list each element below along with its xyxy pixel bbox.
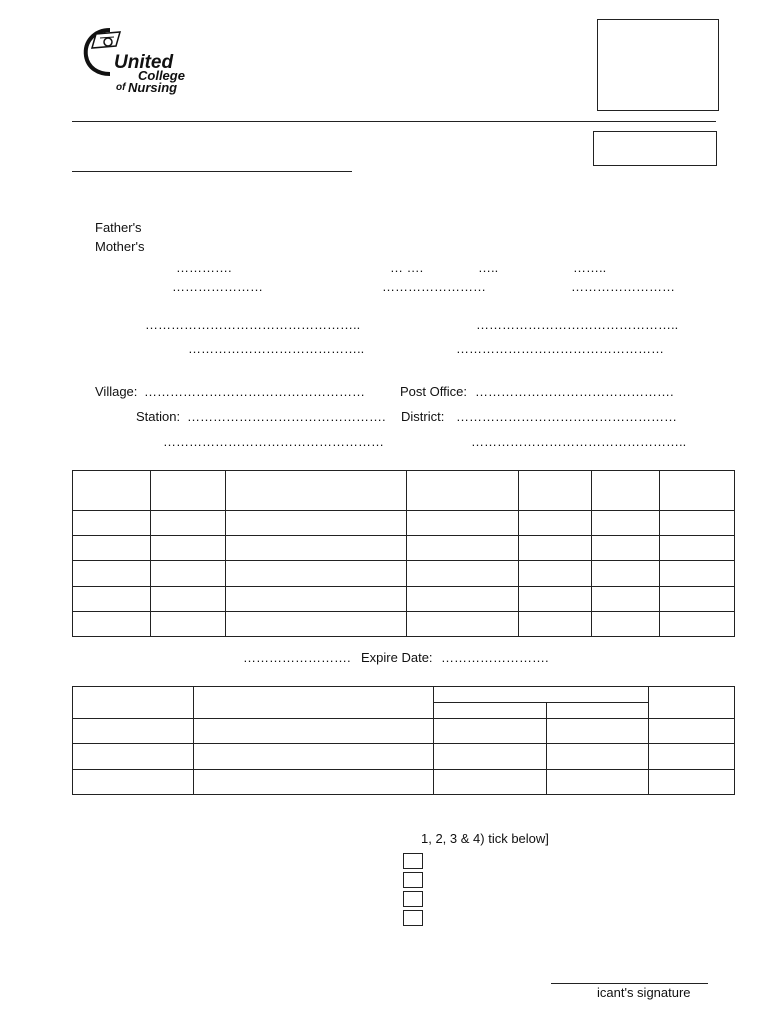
table-row (73, 770, 735, 795)
table-cell[interactable] (519, 587, 592, 612)
post-office-label: Post Office: (400, 384, 467, 399)
table-row (73, 536, 735, 561)
table-cell[interactable] (151, 536, 226, 561)
fathers-name-label: Father's (95, 220, 142, 235)
table-cell[interactable] (660, 561, 735, 587)
table-cell[interactable] (592, 561, 660, 587)
table-header-row (73, 471, 735, 511)
option-checkbox[interactable] (403, 910, 423, 926)
field-dots[interactable]: …………………… (382, 279, 486, 294)
district-field[interactable]: …………………………………………… (456, 409, 677, 424)
table-cell[interactable] (407, 511, 519, 536)
table-cell[interactable] (73, 561, 151, 587)
table-cell[interactable] (226, 471, 407, 511)
table-cell[interactable] (73, 744, 194, 770)
table-cell[interactable] (194, 719, 434, 744)
table-cell[interactable] (73, 471, 151, 511)
field-dots[interactable]: …………………… (571, 279, 675, 294)
table-row (73, 744, 735, 770)
table-cell[interactable] (226, 511, 407, 536)
table-cell[interactable] (407, 587, 519, 612)
table-cell[interactable] (592, 511, 660, 536)
table-cell[interactable] (519, 536, 592, 561)
option-checkbox[interactable] (403, 891, 423, 907)
table-cell[interactable] (73, 536, 151, 561)
table-cell[interactable] (151, 612, 226, 637)
station-label: Station: (136, 409, 181, 424)
field-dots[interactable]: …………. (176, 260, 232, 275)
table-row (73, 612, 735, 637)
table-cell[interactable] (407, 536, 519, 561)
table-cell[interactable] (407, 471, 519, 511)
mothers-name-label: Mother's (95, 239, 145, 254)
table-cell[interactable] (226, 587, 407, 612)
field-dots[interactable]: ……………………………………….. (476, 317, 679, 332)
form-number-box (593, 131, 717, 166)
table-cell[interactable] (434, 703, 547, 719)
table-cell[interactable] (649, 744, 735, 770)
station-field[interactable]: ………………………………………. (187, 409, 386, 424)
table-cell[interactable] (194, 687, 434, 719)
table-row (73, 587, 735, 612)
table-row (73, 561, 735, 587)
table-cell[interactable] (547, 744, 649, 770)
table-cell[interactable] (660, 536, 735, 561)
table-cell[interactable] (649, 719, 735, 744)
table-cell[interactable] (73, 511, 151, 536)
table-cell[interactable] (151, 471, 226, 511)
table-cell[interactable] (434, 719, 547, 744)
college-logo-graphic (80, 24, 200, 96)
field-dots[interactable]: …………………………………………… (163, 434, 384, 449)
options-instruction: 1, 2, 3 & 4) tick below] (421, 831, 549, 846)
field-dots[interactable]: ………………………………………….. (471, 434, 687, 449)
table-row (73, 511, 735, 536)
table-cell[interactable] (519, 471, 592, 511)
field-dots[interactable]: … …. (390, 260, 424, 275)
table-cell[interactable] (592, 587, 660, 612)
table-cell[interactable] (547, 770, 649, 795)
post-office-field[interactable]: ………………………………………. (475, 384, 674, 399)
district-label: District: (401, 409, 445, 424)
table-cell[interactable] (434, 770, 547, 795)
table-cell[interactable] (226, 561, 407, 587)
svg-text:Nursing: Nursing (128, 80, 178, 95)
table-cell[interactable] (649, 770, 735, 795)
village-field[interactable]: …………………………………………… (144, 384, 365, 399)
table-cell[interactable] (151, 511, 226, 536)
table-cell[interactable] (73, 612, 151, 637)
table-cell[interactable] (434, 687, 649, 703)
table-cell[interactable] (434, 744, 547, 770)
field-dots[interactable]: ………………… (172, 279, 263, 294)
table-cell[interactable] (547, 703, 649, 719)
education-table (72, 470, 735, 637)
table-cell[interactable] (660, 612, 735, 637)
table-cell[interactable] (649, 687, 735, 719)
table-cell[interactable] (194, 744, 434, 770)
applicant-signature-label: icant's signature (597, 985, 691, 1000)
table-cell[interactable] (73, 687, 194, 719)
table-cell[interactable] (547, 719, 649, 744)
table-cell[interactable] (226, 536, 407, 561)
table-cell[interactable] (660, 511, 735, 536)
svg-text:of: of (116, 82, 126, 93)
table-cell[interactable] (519, 561, 592, 587)
experience-table (72, 686, 735, 795)
table-cell[interactable] (592, 536, 660, 561)
table-cell[interactable] (407, 561, 519, 587)
table-row (73, 719, 735, 744)
table-cell[interactable] (73, 770, 194, 795)
photo-box (597, 19, 719, 111)
table-cell[interactable] (519, 612, 592, 637)
table-cell[interactable] (407, 612, 519, 637)
field-dots[interactable]: ………………………………….. (188, 341, 365, 356)
registration-number-field[interactable]: ……………………. (243, 650, 351, 665)
table-cell[interactable] (660, 471, 735, 511)
table-cell[interactable] (73, 719, 194, 744)
table-cell[interactable] (151, 561, 226, 587)
table-cell[interactable] (592, 471, 660, 511)
table-cell[interactable] (519, 511, 592, 536)
svg-text:United: United (114, 52, 174, 73)
expire-date-field[interactable]: ……………………. (441, 650, 549, 665)
svg-text:College: College (138, 68, 185, 83)
header-divider (72, 121, 716, 122)
field-dots[interactable]: ….. (478, 260, 499, 275)
village-label: Village: (95, 384, 138, 399)
table-cell[interactable] (73, 587, 151, 612)
table-cell[interactable] (226, 612, 407, 637)
college-logo (80, 24, 200, 96)
option-checkbox[interactable] (403, 853, 423, 869)
table-cell[interactable] (194, 770, 434, 795)
signature-line[interactable] (551, 983, 708, 984)
title-underline (72, 171, 352, 172)
field-dots[interactable]: ………………………………………… (456, 341, 664, 356)
field-dots[interactable]: …….. (573, 260, 607, 275)
table-cell[interactable] (151, 587, 226, 612)
table-header-row (73, 687, 735, 703)
field-dots[interactable]: ………………………………………….. (145, 317, 361, 332)
table-cell[interactable] (660, 587, 735, 612)
option-checkbox[interactable] (403, 872, 423, 888)
expire-date-label: Expire Date: (361, 650, 433, 665)
table-cell[interactable] (592, 612, 660, 637)
